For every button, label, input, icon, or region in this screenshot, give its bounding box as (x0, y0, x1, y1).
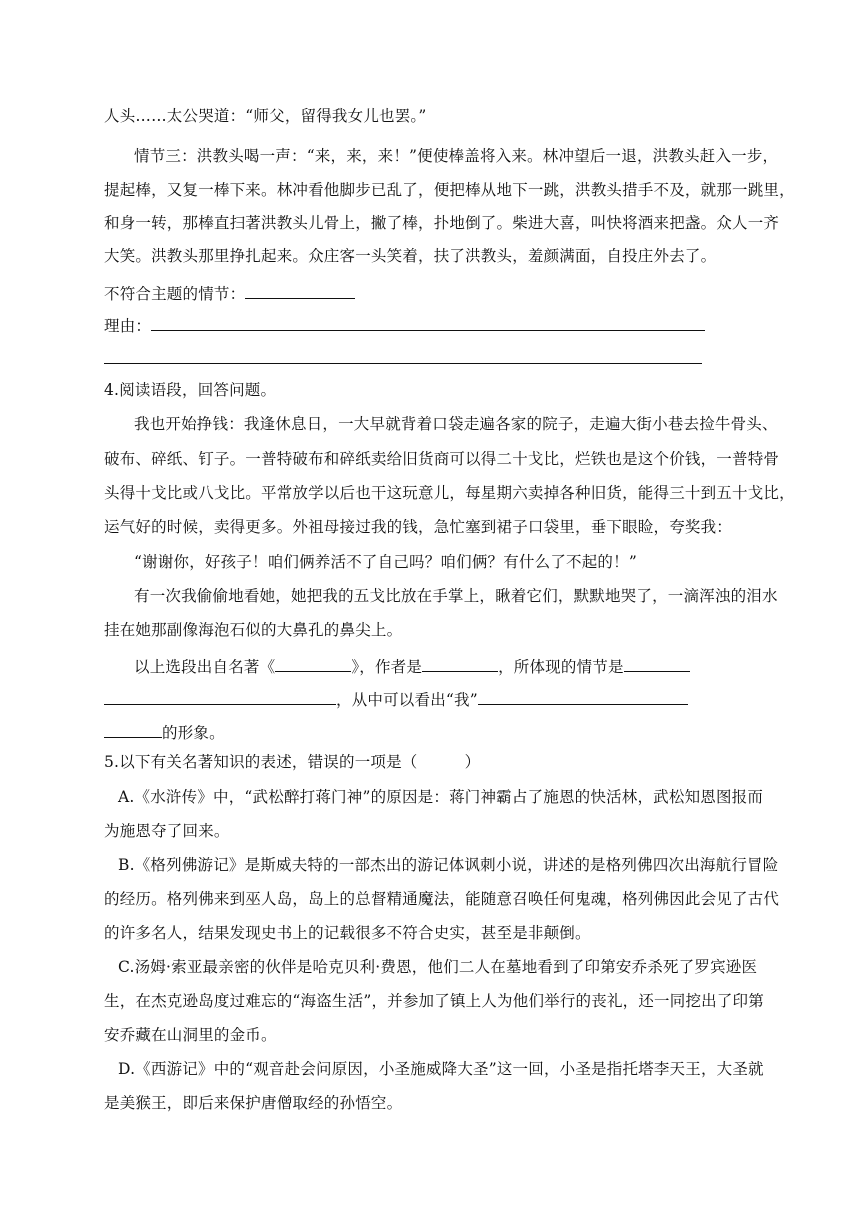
option-a-line: 为施恩夺了回来。 (104, 822, 230, 840)
option-c-line: 生，在杰克逊岛度过难忘的“海盗生活”，并参加了镇上人为他们举行的丧礼，还一同挖出了印第 (104, 992, 764, 1010)
text-line: 破布、碎纸、钉子。一普特破布和碎纸卖给旧货商可以得二十戈比，烂铁也是这个价钱，一普特骨 (104, 450, 780, 468)
fill-in-row (134, 655, 772, 677)
reason-row (104, 314, 772, 336)
question-4-heading: 4.阅读语段，回答问题。 (104, 381, 277, 399)
option-b-line: 的经历。格列佛来到巫人岛，岛上的总督精通魔法，能随意召唤任何鬼魂，格列佛因此会见了古代 (104, 890, 780, 908)
text-line: 情节三：洪教头喝一声：“来，来，来！”便使棒盖将入来。林冲望后一退，洪教头赶入一步， (134, 147, 779, 165)
text-line: 挂在她那副像海泡石似的大鼻孔的鼻尖上。 (104, 621, 403, 639)
text-line: 和身一转，那棒直扫著洪教头儿骨上，撇了棒，扑地倒了。柴进大喜，叫快将酒来把盏。众人一齐 (104, 214, 780, 232)
option-a-line: A.《水浒传》中，“武松醉打蒋门神”的原因是：蒋门神霸占了施恩的快活林，武松知恩图报而 (118, 788, 764, 806)
quote-line: “谢谢你，好孩子！咱们俩养活不了自己吗？咱们俩？有什么了不起的！” (134, 553, 637, 571)
character-blank[interactable] (478, 688, 688, 705)
answer-line[interactable] (104, 363, 702, 364)
reason-blank[interactable] (151, 314, 705, 331)
fill-in-row (104, 688, 772, 710)
fill-text: ，所体现的情节是 (498, 658, 624, 676)
option-c-line: 安乔藏在山洞里的金币。 (104, 1026, 277, 1044)
text-line: 运气好的时候，卖得更多。外祖母接过我的钱，急忙塞到裙子口袋里，垂下眼睑，夸奖我： (104, 518, 733, 536)
book-title-blank[interactable] (275, 655, 351, 672)
text-line: 提起棒，又复一棒下来。林冲看他脚步已乱了，便把棒从地下一跳，洪教头措手不及，就那一跳里， (104, 181, 795, 199)
option-d-line: D.《西游记》中的“观音赴会问原因，小圣施威降大圣”这一回，小圣是指托塔李天王，大圣就 (118, 1060, 764, 1078)
option-b-line: 的许多名人，结果发现史书上的记载很多不符合史实，甚至是非颠倒。 (104, 924, 591, 942)
fill-in-row (104, 721, 772, 743)
fill-text: 的形象。 (162, 724, 225, 742)
fill-text: 》，作者是 (351, 658, 423, 676)
reason-label: 理由： (104, 317, 152, 335)
mismatch-plot-blank[interactable] (245, 282, 355, 299)
plot-blank-continued[interactable] (104, 688, 336, 705)
text-line: 大笑。洪教头那里挣扎起来。众庄客一头笑着，扶了洪教头，羞颜满面，自投庄外去了。 (104, 247, 717, 265)
text-line: 头得十戈比或八戈比。平常放学以后也干这玩意儿，每星期六卖掉各种旧货，能得三十到五十戈比， (104, 484, 795, 502)
author-blank[interactable] (422, 655, 498, 672)
question-5-heading: 5.以下有关名著知识的表述，错误的一项是（ ） (104, 753, 481, 771)
option-b-line: B.《格列佛游记》是斯威夫特的一部杰出的游记体讽刺小说，讲述的是格列佛四次出海航行冒险 (118, 856, 779, 874)
text-line: 人头……太公哭道：“师父，留得我女儿也罢。” (104, 107, 427, 125)
option-c-line: C.汤姆·索亚最亲密的伙伴是哈克贝利·费恩，他们二人在墓地看到了印第安乔杀死了罗宾逊医 (118, 958, 758, 976)
mismatch-plot-row (104, 282, 772, 304)
text-line: 我也开始挣钱：我逢休息日，一大早就背着口袋走遍各家的院子，走遍大街小巷去捡牛骨头、 (134, 415, 778, 433)
fill-text: 以上选段出自名著《 (134, 658, 276, 676)
mismatch-plot-label: 不符合主题的情节： (104, 285, 246, 303)
fill-text: ，从中可以看出“我” (336, 691, 478, 709)
character-blank-continued[interactable] (104, 721, 162, 738)
plot-blank[interactable] (624, 655, 690, 672)
option-d-line: 是美猴王，即后来保护唐僧取经的孙悟空。 (104, 1094, 403, 1112)
text-line: 有一次我偷偷地看她，她把我的五戈比放在手掌上，瞅着它们，默默地哭了，一滴浑浊的泪水 (134, 587, 778, 605)
